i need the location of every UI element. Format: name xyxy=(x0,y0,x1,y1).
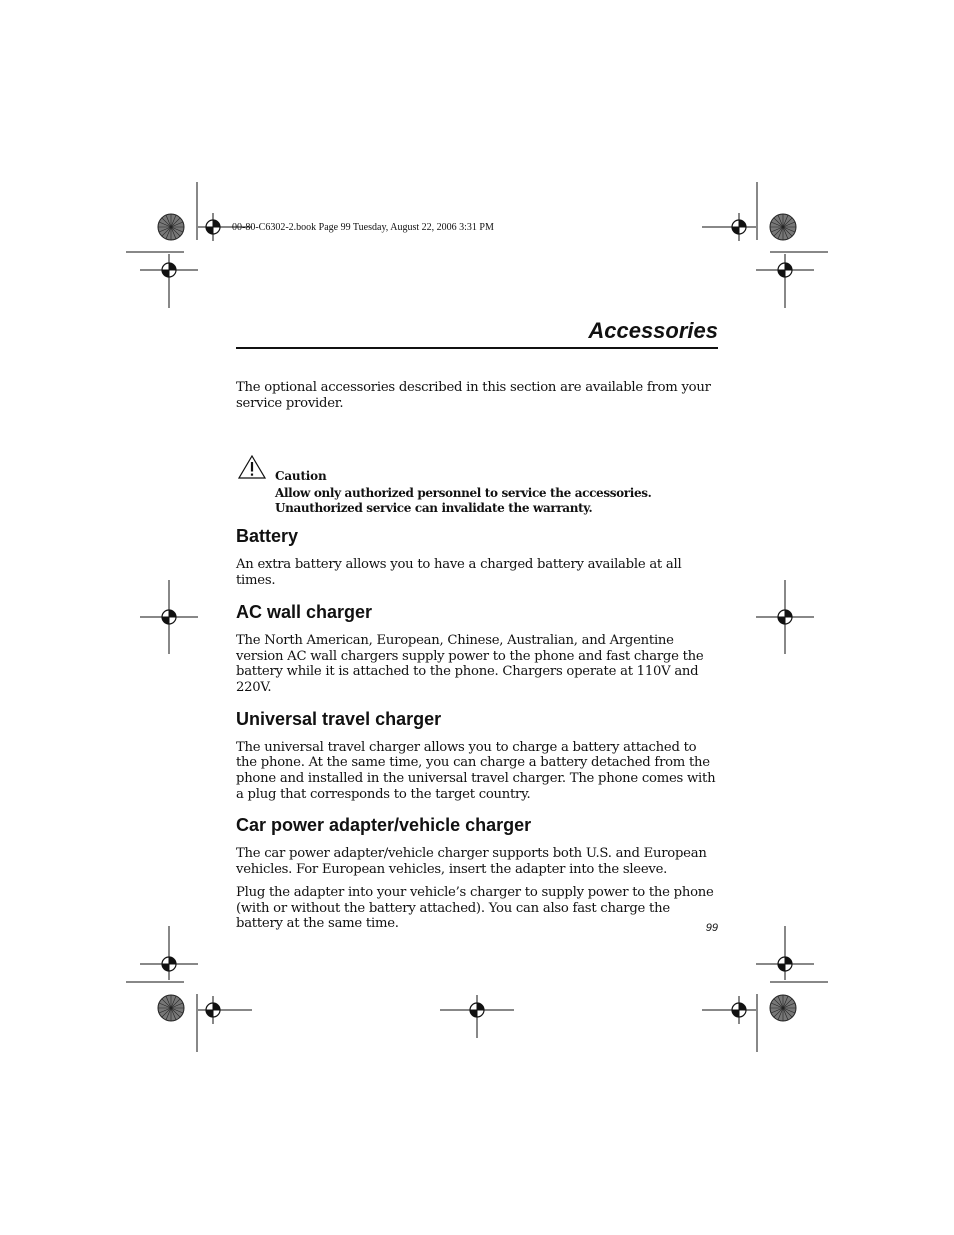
page-number: 99 xyxy=(705,922,718,934)
print-info-line: 00-80-C6302-2.book Page 99 Tuesday, August 22, 2006 3:31 PM xyxy=(232,222,494,233)
caution-line: Allow only authorized personnel to service the accessories. xyxy=(275,486,652,501)
warning-triangle-icon xyxy=(238,455,266,479)
registration-mark xyxy=(771,256,799,284)
registration-mark xyxy=(155,256,183,284)
registration-mark xyxy=(199,996,227,1024)
registration-mark xyxy=(155,950,183,978)
registration-star-mark xyxy=(770,995,796,1021)
registration-mark xyxy=(155,603,183,631)
section-heading-battery: Battery xyxy=(236,526,299,547)
intro-paragraph: The optional accessories described in this section are available from your service provider. xyxy=(236,380,711,411)
car-power-adapter-paragraph: The car power adapter/vehicle charger supports both U.S. and European vehicles. For European vehicles, insert the adapter into the sleeve. xyxy=(236,846,707,878)
battery-paragraph: An extra battery allows you to have a charged battery available at all times. xyxy=(236,557,682,589)
registration-star-mark xyxy=(158,995,184,1021)
registration-mark xyxy=(463,996,491,1024)
registration-star-mark xyxy=(158,214,184,240)
registration-mark xyxy=(771,603,799,631)
section-heading-ac-wall-charger: AC wall charger xyxy=(236,601,373,622)
caution-title: Caution xyxy=(275,469,327,484)
ac-wall-charger-paragraph: The North American, European, Chinese, Australian, and Argentine version AC wall chargers supply power to the phone and fast charge the battery while it is attached to the phone. Chargers operate at 110V and 220V. xyxy=(236,632,704,695)
registration-mark xyxy=(725,213,753,241)
section-heading-universal-travel-charger: Universal travel charger xyxy=(236,708,442,729)
page-content xyxy=(236,380,720,932)
caution-text xyxy=(275,486,725,515)
universal-travel-charger-paragraph: The universal travel charger allows you to charge a battery attached to the phone. At the same time, you can charge a battery detached from the phone and installed in the universal travel charger. The phone comes with a plug that corresponds to the target country. xyxy=(236,739,716,802)
chapter-title: Accessories xyxy=(588,318,718,343)
caution-line: Unauthorized service can invalidate the warranty. xyxy=(275,500,593,515)
caution-note xyxy=(236,411,720,515)
section-heading-car-power-adapter: Car power adapter/vehicle charger xyxy=(236,815,532,836)
registration-mark xyxy=(725,996,753,1024)
registration-mark xyxy=(199,213,227,241)
registration-mark xyxy=(771,950,799,978)
title-rule xyxy=(236,347,718,349)
registration-star-mark xyxy=(770,214,796,240)
car-power-adapter-paragraph-2: Plug the adapter into your vehicle’s charger to supply power to the phone (with or without the battery attached). You can also fast charge the battery at the same time. xyxy=(236,884,714,932)
